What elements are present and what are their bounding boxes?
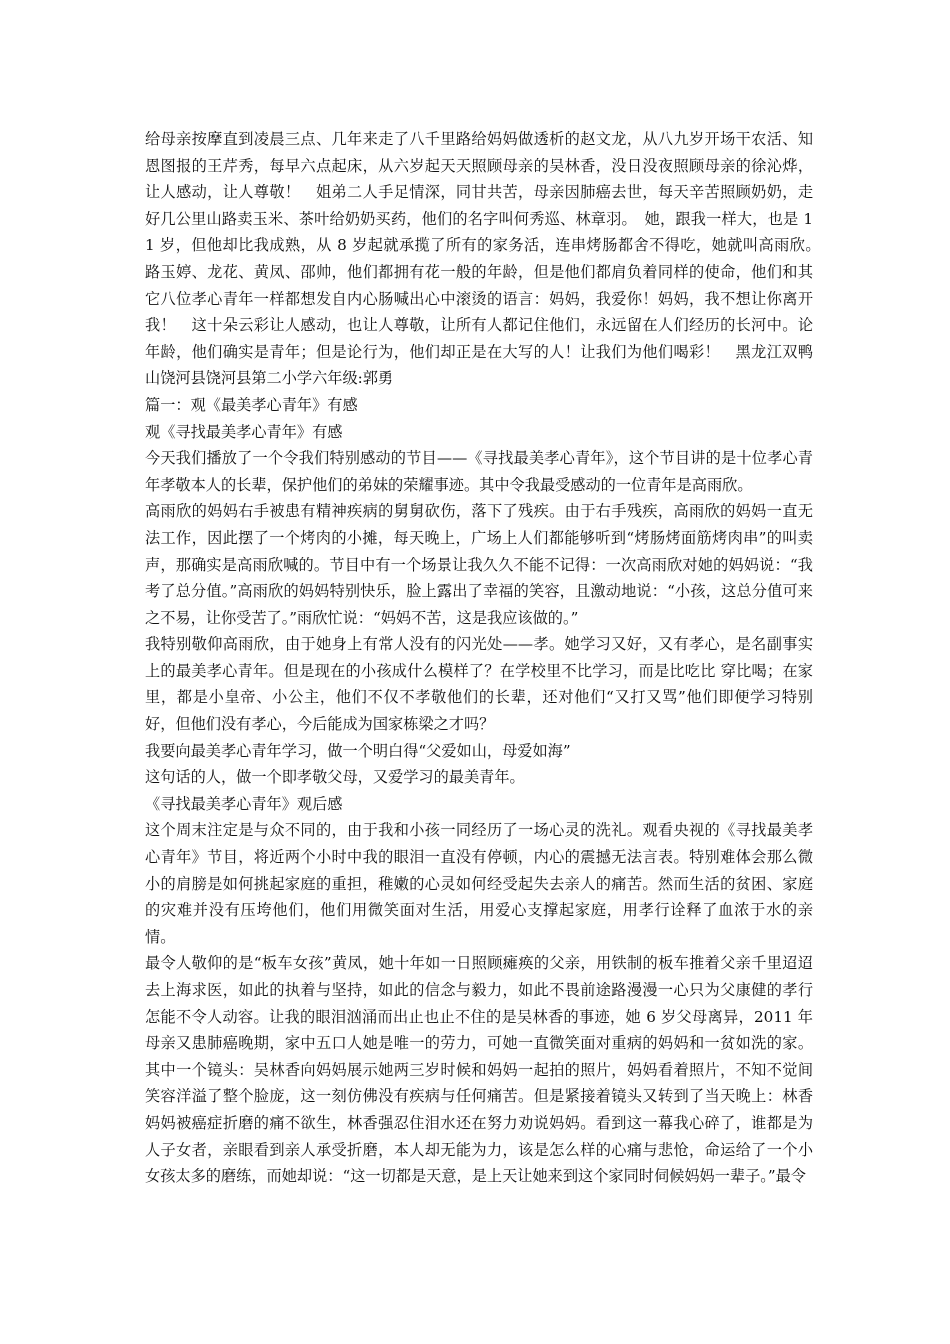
body-paragraph: 这个周末注定是与众不同的，由于我和小孩一同经历了一场心灵的洗礼。观看央视的《寻找最美孝心青年》节目，将近两个小时中我的眼泪一直没有停顿，内心的震撼无法言表。特别难体会那么微小的肩膀是如何挑起家庭的重担，稚嫩的心灵如何经受起失去亲人的痛苦。然而生活的贫困、家庭的灾难并没有压垮他们，他们用微笑面对生活，用爱心支撑起家庭，用孝行诠释了血浓于水的亲情。 (145, 821, 813, 946)
body-paragraph: 今天我们播放了一个令我们特别感动的节目——《寻找最美孝心青年》，这个节目讲的是十位孝心青年孝敬本人的长辈，保护他们的弟妹的荣耀事迹。其中令我最受感动的一位青年是高雨欣。 (145, 449, 813, 494)
article-heading: 《寻找最美孝心青年》观后感 (145, 794, 343, 813)
body-paragraph: 给母亲按摩直到凌晨三点、几年来走了八千里路给妈妈做透析的赵文龙，从八九岁开场干农活、知恩图报的王芹秀，每早六点起床，从六岁起天天照顾母亲的吴林香，没日没夜照顾母亲的徐沁烨，让人感动，让人尊敬！ 姐弟二人手足情深，同甘共苦，母亲因肺癌去世，每天辛苦照顾奶奶，走好几公里山路卖玉米、茶叶给奶奶买药，他们的名字叫何秀巡、林章羽。 她，跟我一样大，也是 11 岁，但他却比我成熟，从 8 岁起就承揽了所有的家务活，连串烤肠都舍不得吃，她就叫高雨欣。 路玉婷、龙花、黄凤、邵帅，他们都拥有花一般的年龄，但是他们都肩负着同样的使命，他们和其它八位孝心青年一样都想发自内心肠喊出心中滚烫的语言：妈妈，我爱你！妈妈，我不想让你离开我！ 这十朵云彩让人感动，也让人尊敬，让所有人都记住他们，永远留在人们经历的长河中。论年龄，他们确实是青年；但是论行为，他们却正是在大写的人！让我们为他们喝彩！ 黑龙江双鸭山饶河县饶河县第二小学六年级:郭勇 (145, 130, 829, 388)
body-paragraph: 我要向最美孝心青年学习，做一个明白得“父爱如山，母爱如海” (145, 741, 571, 760)
body-paragraph: 我特别敬仰高雨欣，由于她身上有常人没有的闪光处——孝。她学习又好，又有孝心，是名副事实上的最美孝心青年。但是现在的小孩成什么模样了？在学校里不比学习，而是比吃比 穿比喝；在家里，都是小皇帝、小公主，他们不仅不孝敬他们的长辈，还对他们“又打又骂”他们即便学习特别好，但他们没有孝心，今后能成为国家栋梁之才吗？ (145, 635, 813, 734)
body-paragraph: 最令人敬仰的是“板车女孩”黄凤，她十年如一日照顾瘫痪的父亲，用铁制的板车推着父亲千里迢迢去上海求医，如此的执着与坚持，如此的信念与毅力，如此不畏前途路漫漫一心只为父康健的孝行怎能不令人动容。让我的眼泪汹涌而出止也止不住的是吴林香的事迹，她 6 岁父母离异，2011 年母亲又患肺癌晚期，家中五口人她是唯一的劳力，可她一直微笑面对重病的妈妈和一贫如洗的家。其中一个镜头：吴林香向妈妈展示她两三岁时候和妈妈一起拍的照片，妈妈看着照片，不知不觉间笑容洋溢了整个脸庞，这一刻仿佛没有疾病与任何痛苦。但是紧接着镜头又转到了当天晚上：林香妈妈被癌症折磨的痛不欲生，林香强忍住泪水还在努力劝说妈妈。看到这一幕我心碎了，谁都是为人子女者，亲眼看到亲人承受折磨，本人却无能为力，该是怎么样的心痛与悲怆，命运给了一个小女孩太多的磨练，而她却说：“这一切都是天意，是上天让她来到这个家同时伺候妈妈一辈子。”最令 (145, 954, 813, 1186)
body-paragraph: 这句话的人，做一个即孝敬父母，又爱学习的最美青年。 (145, 768, 525, 787)
document-body (145, 126, 829, 1190)
body-paragraph: 高雨欣的妈妈右手被患有精神疾病的舅舅砍伤，落下了残疾。由于右手残疾，高雨欣的妈妈一直无法工作，因此摆了一个烤肉的小摊，每天晚上，广场上人们都能够听到“烤肠烤面筋烤肉串”的叫卖声，那确实是高雨欣喊的。节目中有一个场景让我久久不能不记得：一次高雨欣对她的妈妈说：“我考了总分值。”高雨欣的妈妈特别快乐，脸上露出了幸福的笑容，且激动地说：“小孩，这总分值可来之不易，让你受苦了。”雨欣忙说：“妈妈不苦，这是我应该做的。” (145, 502, 813, 627)
article-heading: 篇一：观《最美孝心青年》有感 (145, 395, 358, 414)
article-subheading: 观《寻找最美孝心青年》有感 (145, 422, 343, 441)
